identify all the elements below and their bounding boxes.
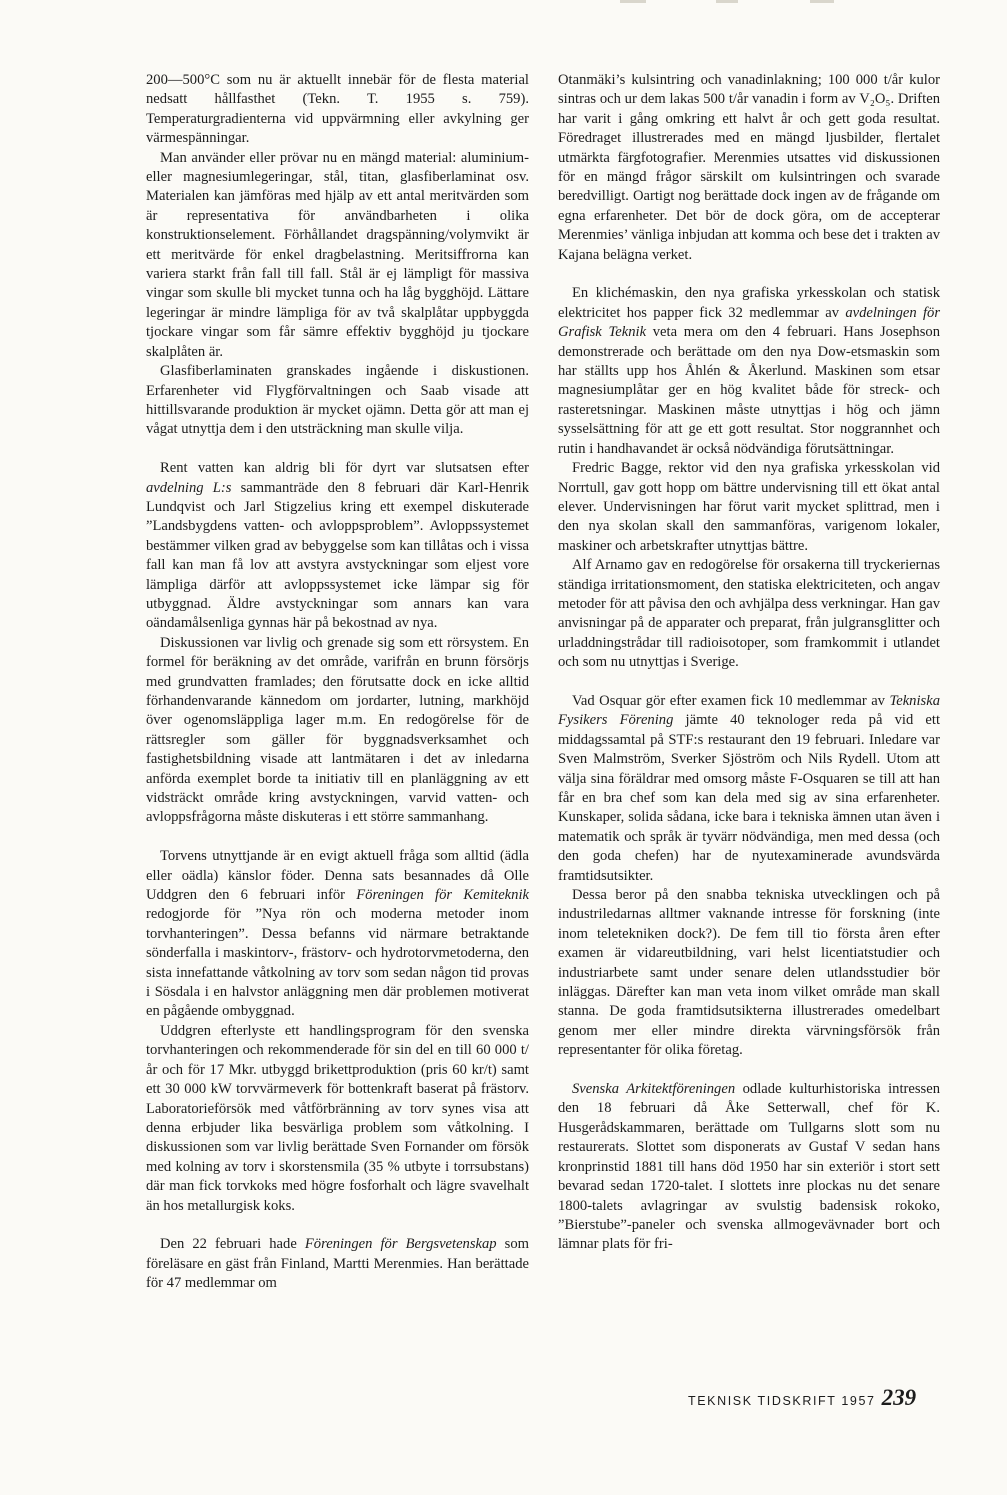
paragraph <box>558 692 940 886</box>
paragraph: Man använder eller prövar nu en mängd material: aluminium- eller magnesiumlegeringar, stål, titan, glasfiberlaminat osv. Materialen kan jämföras med hjälp av ett antal meritvärden som är representativa för användbarheten i olika konstruktionselement. Förhållandet dragspänning/volymvikt är ett meritvärde för enkel dragbelastning. Meritsiffrorna kan variera starkt från fall till fall. Stål är ej lämpligt för massiva vingar som skulle bli mycket tunna och ha låg bygghöjd. Lättare legeringar är mindre lämpliga för av två skalplåtar uppbyggda tjockare vingar som får sämre effektiv bygghöjd ju tjockare skalplåten är. <box>146 149 529 360</box>
paragraph-text: Den 22 februari hade <box>160 1236 305 1253</box>
paragraph: Uddgren efterlyste ett handlingsprogram för den svenska torvhanteringen och rekommenderade för sin del en till 60 000 t/år och för 17 Mkr. utbyggd brikettproduktion (pris 60 kr/t) samt ett 30 000 kW torvvärmeverk för bottenkraft baserat på frästorv. Laboratorieförsök med våtförbränning av torv synes visa att denna erbjuder lika besvärliga problem som våtkolning. I diskussionen som var livlig berättade Sven Fornander om försök med kolning av torv i skorstensmila (35 % utbyte i torrsubstans) där man fick torvkoks med högre fosforhalt och lägre svavelhalt än hos metallurgisk koks. <box>146 1022 529 1214</box>
society-name: Föreningen för Kemiteknik <box>356 887 529 904</box>
paragraph <box>558 284 940 459</box>
page-footer <box>688 1385 916 1411</box>
paragraph-text: veta mera om den 4 februari. Hans Josephson demonstrerade och berättade om den nya Dow-etsmaskin som har ställts upp hos Åhlén & Åkerlund. Maskinen som etsar magnesiumplåtar ger en hög kvalitet både för streck- och rasteretsningar. Maskinen måste utnyttjas i hög och jämn sysselsättning för att ge ett gott resultat. Stor noggrannhet och rutin i handhavandet är också nödvändiga förutsättningar. <box>558 324 940 457</box>
paragraph: Glasfiberlaminaten granskades ingående i diskustionen. Erfarenheter vid Flygförvaltningen och Saab visade att hittillsvarande produktion är mycket ojämn. Detta gör att man ej vågat utnyttja dem i den utsträckning man skulle vilja. <box>146 363 529 438</box>
society-name: avdelning L:s <box>146 479 232 496</box>
paragraph-text: redogjorde för ”Nya rön och moderna metoder inom torvhanteringen”. Dessa befanns vid närmare betraktande sönderfalla i maskintorv-, frästorv- och hydrotorvmetoderna, den sista innefattande våtkolning av torv som sedan någon tid provas i Sösdala i en halvstor anläggning men där problemen motiverat en pågående ombyggnad. <box>146 906 529 1020</box>
left-column <box>146 71 529 1294</box>
paragraph-text: jämte 40 teknologer reda på vid ett middagssamtal på STF:s restaurant den 19 februari. Inledare var Sven Malmström, Sverker Sjöström och Nils Rydell. Utom att välja sina föräldrar med omsorg måste F-Osquaren se till att han får en bra chef som kan dela med sig av sina erfarenheter. Kunskaper, solida sådana, icke bara i tekniska ämnen utan även i matematik och språk är tyvärr nödvändiga, men med dessa (och den goda chefen) har de nyutexaminerade avundsvärda framtidsutsikter. <box>558 712 941 884</box>
paragraph: 200—500°C som nu är aktuellt innebär för de flesta material nedsatt hållfasthet (Tekn. T. 1955 s. 759). Temperaturgradienterna vid uppvärmning eller avkylning ger värmespänningar. <box>146 72 529 147</box>
paragraph <box>558 1080 940 1255</box>
journal-name: TEKNISK TIDSKRIFT 1957 <box>688 1394 876 1408</box>
page-number: 239 <box>881 1385 917 1410</box>
paragraph <box>146 459 529 634</box>
paragraph-text: Vad Osquar gör efter examen fick 10 medlemmar av <box>572 692 890 709</box>
top-edge-mark <box>716 0 738 3</box>
paragraph-text: odlade kulturhistoriska intressen den 18 februari då Åke Setterwall, chef för K. Husgerådskammaren, berättade om Tullgarns slott som nu restaurerats. Slottet som disponerats av Gustaf V sedan hans kronprinstid 1881 till hans död 1950 har sin exteriör i stort sett bevarad sedan 1720-talet. I slottets inre plockas nu det senare 1800-talets avlagringar av svulstig badensisk rokoko, ”Bierstube”-paneler och svenska allmogevävnader bort och lämnar plats för fri- <box>558 1081 940 1253</box>
paragraph-text: En klichémaskin, den nya grafiska yrkesskolan och statisk elektricitet hos papper fick 32 medlemmar av <box>558 285 940 321</box>
paragraph: Fredric Bagge, rektor vid den nya grafiska yrkesskolan vid Norrtull, gav gott hopp om bättre undervisning till ett ökat antal elever. Undervisningen har förut varit mycket splittrad, men i den nya skolan skall den sammanföras, varigenom lokaler, maskiner och arbetskrafter utnyttjas bättre. <box>558 460 940 554</box>
society-name: avdelningen för Grafisk Teknik <box>558 304 940 341</box>
society-name: Tekniska Fysikers Förening <box>558 692 940 729</box>
paragraph-text: sammanträde den 8 februari där Karl-Henrik Lundqvist och Jarl Stigzelius kring ett exempel diskuterade ”Landsbygdens vatten- och avloppsproblem”. Avloppssystemet bestämmer vilken grad av bebyggelse som kan tillåtas och i vissa fall kan man få lov att avstyra avstyckningar som eljest vore lämpliga därför att avloppssystemet icke lämpar sig för utbyggnad. Äldre avstyckningar som annars kan vara oändamålsenliga gynnas här på bekostnad av nya. <box>146 479 529 632</box>
paragraph-text: Torvens utnyttjande är en evigt aktuell fråga som alltid (ädla eller oädla) känslor föder. Denna sats besannades då Olle Uddgren den 6 februari inför <box>146 848 529 904</box>
paragraph <box>146 1235 529 1293</box>
paragraph: Dessa beror på den snabba tekniska utvecklingen och på industriledarnas alltmer vaknande intresse för forskning (inte inom teletekniken dock?). De fem till tio första åren efter examen är vidareutbildning, vari helst licentiatstudier och industriarbete samt under senare delen utlandsstudier bör inläggas. Därefter kan man veta inom vilket område man skall stanna. De goda framtidsutsikterna illustrerades omedelbart genom mer eller mindre direkta värvningsförsök från representanter för olika företag. <box>558 887 940 1059</box>
top-edge-mark <box>620 0 646 3</box>
paragraph-text: som föreläsare en gäst från Finland, Martti Merenmies. Han berättade för 47 medlemmar om <box>146 1236 529 1292</box>
society-name: Svenska Arkitektföreningen <box>572 1081 736 1098</box>
paragraph-text: Rent vatten kan aldrig bli för dyrt var slutsatsen efter <box>160 460 529 477</box>
paragraph: Diskussionen var livlig och grenade sig som ett rörsystem. En formel för beräkning av det område, varifrån en brunn försörjs med grundvatten framlades; den förutsatte dock en icke alltid förhandenvarande kännedom om jordarter, lutning, markhöjd över ogenomsläppliga lager m.m. En redogörelse för de rättsregler som gäller för byggnadsverksamhet och fastighetsbildning visade att lantmätaren i det av inledarna anförda exemplet borde ta initiativ till en planläggning av ett vidsträckt område kring avstyckningen, varvid vatten- och avloppsfrågorna måste diskuteras i ett större sammanhang. <box>146 634 529 826</box>
paragraph: Otanmäki’s kulsintring och vanadinlakning; 100 000 t/år kulor sintras och ur dem lakas 500 t/år vanadin i form av V₂O₅. Driften har varit i gång omkring ett halvt år och gett goda resultat. Föredraget illustrerades med en mängd ljusbilder, flertalet utmärkta färgfotografier. Merenmies utsattes vid diskussionen för en mängd frågor särskilt om kulsintringen och svarade beredvilligt. Oartigt nog berättade dock ingen av de frågande om egna erfarenheter. Det bör de dock göra, om de accepterar Merenmies’ vänliga inbjudan att komma och bese det i trakten av Kajana belägna verket. <box>558 72 940 263</box>
society-name: Föreningen för Bergsvetenskap <box>304 1236 497 1253</box>
right-column <box>558 71 940 1255</box>
paragraph <box>146 847 529 1022</box>
paragraph: Alf Arnamo gav en redogörelse för orsakerna till tryckeriernas ständiga irritationsmoment, den statiska elektriciteten, och angav metoder för att påvisa den och avhjälpa dess verkningar. Han gav anvisningar på de apparater och preparat, från julgransglitter och urladdningstrådar till radioisotoper, som framkommit i utlandet och som nu utnyttjas i Sverige. <box>558 557 940 671</box>
top-edge-mark <box>810 0 834 3</box>
